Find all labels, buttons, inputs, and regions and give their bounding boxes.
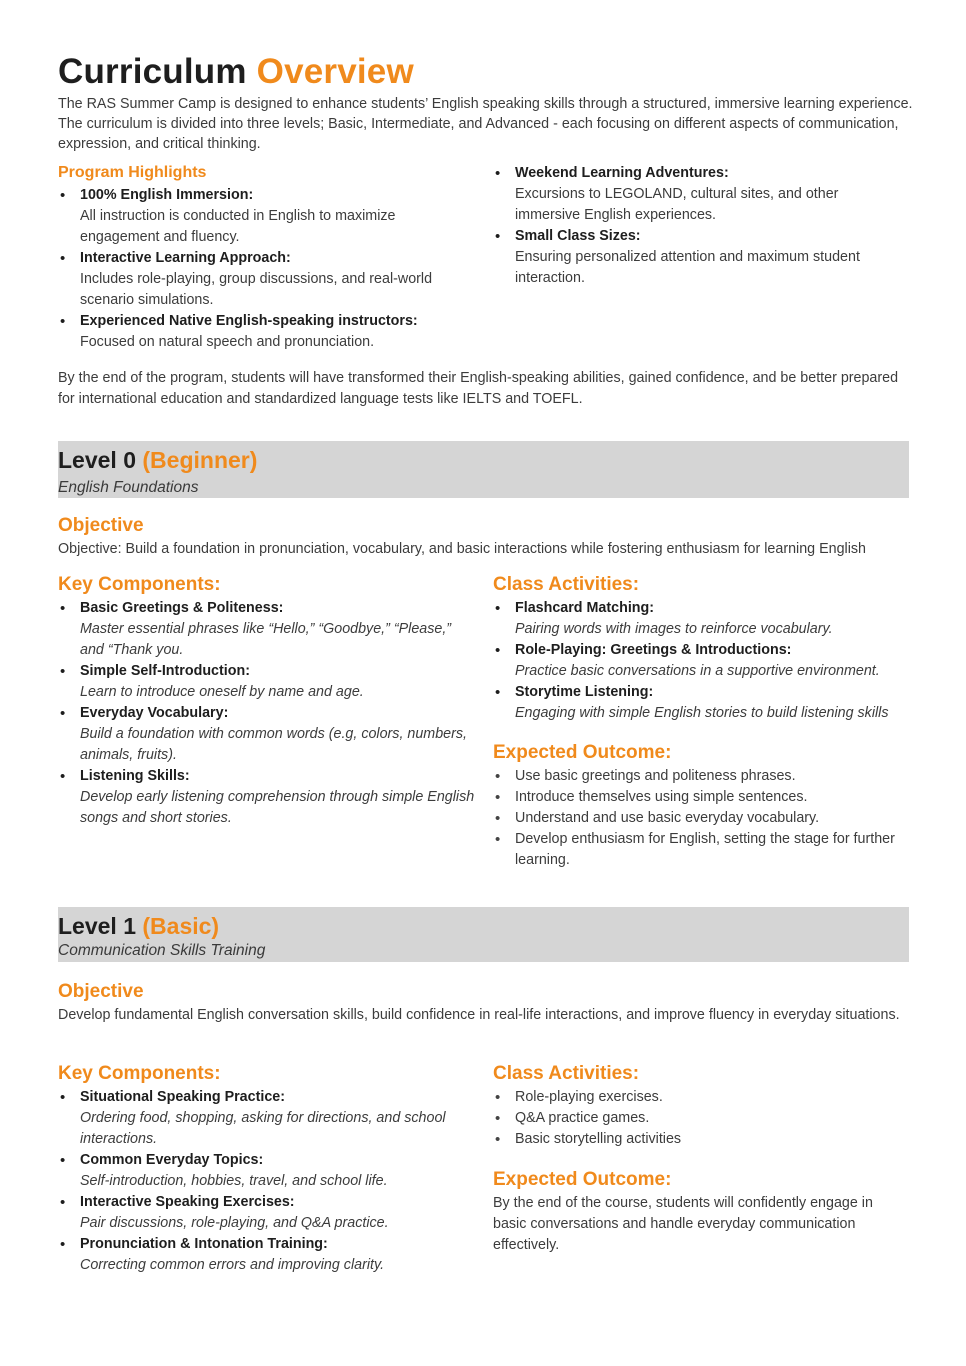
component-desc: Self-introduction, hobbies, travel, and school life. [80, 1173, 388, 1189]
outcome-item: • Develop enthusiasm for English, setting the stage for further learning. [493, 829, 913, 871]
level0-tag: (Beginner) [142, 447, 258, 473]
component-desc: Master essential phrases like “Hello,” “Goodbye,” “Please,” and “Thank you. [80, 621, 452, 658]
level0-components [58, 574, 478, 829]
highlight-item [493, 226, 893, 289]
level1-title [58, 913, 219, 940]
level0-activities [493, 574, 913, 871]
intro-paragraph: The RAS Summer Camp is designed to enhance students’ English speaking skills through a structured, immersive learning experience. The curriculum is divided into three levels; Basic, Intermediate, and Advanced - each focusing on different aspects of communication, expression, and critical thinking. [58, 96, 913, 152]
level0-activities-list [493, 598, 913, 724]
activity-item [493, 682, 913, 724]
outcome-item: • Understand and use basic everyday vocabulary. [493, 808, 913, 829]
level1-tag: (Basic) [142, 913, 220, 939]
activity-item: • Role-playing exercises. [493, 1087, 913, 1108]
level0-subtitle: English Foundations [58, 479, 199, 496]
level1-outcome-heading: Expected Outcome: [493, 1169, 672, 1190]
level0-objective-text: Objective: Build a foundation in pronunciation, vocabulary, and basic interactions while fostering enthusiasm for learning English [58, 541, 866, 557]
activity-title: • Storytime Listening: [515, 684, 654, 700]
title-part-1: Curriculum [58, 52, 247, 91]
component-item [58, 703, 478, 766]
component-title: • Simple Self-Introduction: [80, 663, 250, 679]
component-item [58, 1192, 478, 1234]
activity-desc: Engaging with simple English stories to build listening skills [515, 705, 889, 721]
level1-title-text: Level 1 [58, 913, 136, 939]
title-part-2: Overview [256, 52, 414, 91]
component-desc: Pair discussions, role-playing, and Q&A practice. [80, 1215, 389, 1231]
highlights-list-right [493, 163, 893, 289]
component-desc: Learn to introduce oneself by name and age. [80, 684, 364, 700]
level1-activities-heading: Class Activities: [493, 1063, 640, 1084]
highlight-title: • Interactive Learning Approach: [80, 250, 291, 266]
component-item [58, 766, 478, 829]
component-desc: Correcting common errors and improving clarity. [80, 1257, 385, 1273]
activity-item [493, 640, 913, 682]
level0-components-heading: Key Components: [58, 574, 221, 595]
level1-objective-text: Develop fundamental English conversation skills, build confidence in real-life interactions, and improve fluency in everyday situations. [58, 1007, 900, 1023]
level1-components [58, 1063, 478, 1276]
level1-subtitle: Communication Skills Training [58, 942, 266, 959]
level1-objective-heading: Objective [58, 981, 144, 1002]
highlight-item [58, 248, 478, 311]
highlights-right-column [493, 163, 893, 289]
highlights-list-left [58, 185, 478, 353]
highlight-desc: Excursions to LEGOLAND, cultural sites, and other immersive English experiences. [515, 186, 839, 223]
component-title: • Interactive Speaking Exercises: [80, 1194, 295, 1210]
component-item [58, 598, 478, 661]
component-title: • Situational Speaking Practice: [80, 1089, 285, 1105]
level0-banner [58, 441, 909, 498]
highlight-title: • Experienced Native English-speaking instructors: [80, 313, 418, 329]
outcome-item: • Use basic greetings and politeness phrases. [493, 766, 913, 787]
level1-components-list [58, 1087, 478, 1276]
activity-desc: Practice basic conversations in a supportive environment. [515, 663, 880, 679]
highlights-closing: By the end of the program, students will have transformed their English-speaking abilities, gained confidence, and be better prepared for international education and standardized language tests like IELTS and TOEFL. [58, 370, 899, 407]
level0-activities-heading: Class Activities: [493, 574, 640, 595]
component-item [58, 661, 478, 703]
highlight-title: • Small Class Sizes: [515, 228, 641, 244]
outcome-item: • Introduce themselves using simple sentences. [493, 787, 913, 808]
level0-objective [58, 515, 918, 560]
component-title: • Common Everyday Topics: [80, 1152, 264, 1168]
highlight-title: • 100% English Immersion: [80, 187, 254, 203]
component-title: • Pronunciation & Intonation Training: [80, 1236, 328, 1252]
level0-objective-heading: Objective [58, 515, 144, 536]
activity-item: • Basic storytelling activities [493, 1129, 913, 1150]
highlight-title: • Weekend Learning Adventures: [515, 165, 729, 181]
activity-item [493, 598, 913, 640]
highlight-desc: Focused on natural speech and pronunciation. [80, 334, 375, 350]
component-desc: Build a foundation with common words (e.g, colors, numbers, animals, fruits). [80, 726, 467, 763]
highlights-heading: Program Highlights [58, 164, 207, 181]
component-item [58, 1087, 478, 1150]
level1-activities-list [493, 1087, 913, 1150]
highlight-desc: Includes role-playing, group discussions, and real-world scenario simulations. [80, 271, 433, 308]
component-title: • Basic Greetings & Politeness: [80, 600, 284, 616]
component-item [58, 1150, 478, 1192]
component-desc [80, 1108, 478, 1150]
activity-item: • Q&A practice games. [493, 1108, 913, 1129]
page-title [58, 52, 414, 92]
level1-outcome-text: By the end of the course, students will confidently engage in basic conversations and handle everyday communication effectively. [493, 1195, 873, 1253]
level1-banner [58, 907, 909, 962]
component-desc-text: Ordering food, shopping, asking for directions, and school interactions. [80, 1110, 446, 1147]
highlight-item [58, 185, 478, 248]
highlight-item [58, 311, 478, 353]
highlight-desc: Ensuring personalized attention and maximum student interaction. [515, 249, 860, 286]
level0-outcome-list [493, 766, 913, 871]
component-title: • Listening Skills: [80, 768, 190, 784]
activity-title: • Role-Playing: Greetings & Introductions: [515, 642, 792, 658]
level0-outcome-heading: Expected Outcome: [493, 742, 672, 763]
level1-objective [58, 981, 908, 1026]
level0-title-text: Level 0 [58, 447, 136, 473]
component-desc: Develop early listening comprehension through simple English songs and short stories. [80, 789, 475, 826]
level0-title [58, 447, 257, 474]
level0-components-list [58, 598, 478, 829]
highlights-left-column [58, 164, 478, 353]
component-item [58, 1234, 478, 1276]
activity-desc: Pairing words with images to reinforce vocabulary. [515, 621, 833, 637]
highlight-desc: All instruction is conducted in English to maximize engagement and fluency. [80, 208, 396, 245]
level1-components-heading: Key Components: [58, 1063, 221, 1084]
level1-activities [493, 1063, 913, 1256]
highlight-item [493, 163, 893, 226]
component-title: • Everyday Vocabulary: [80, 705, 229, 721]
activity-title: • Flashcard Matching: [515, 600, 655, 616]
